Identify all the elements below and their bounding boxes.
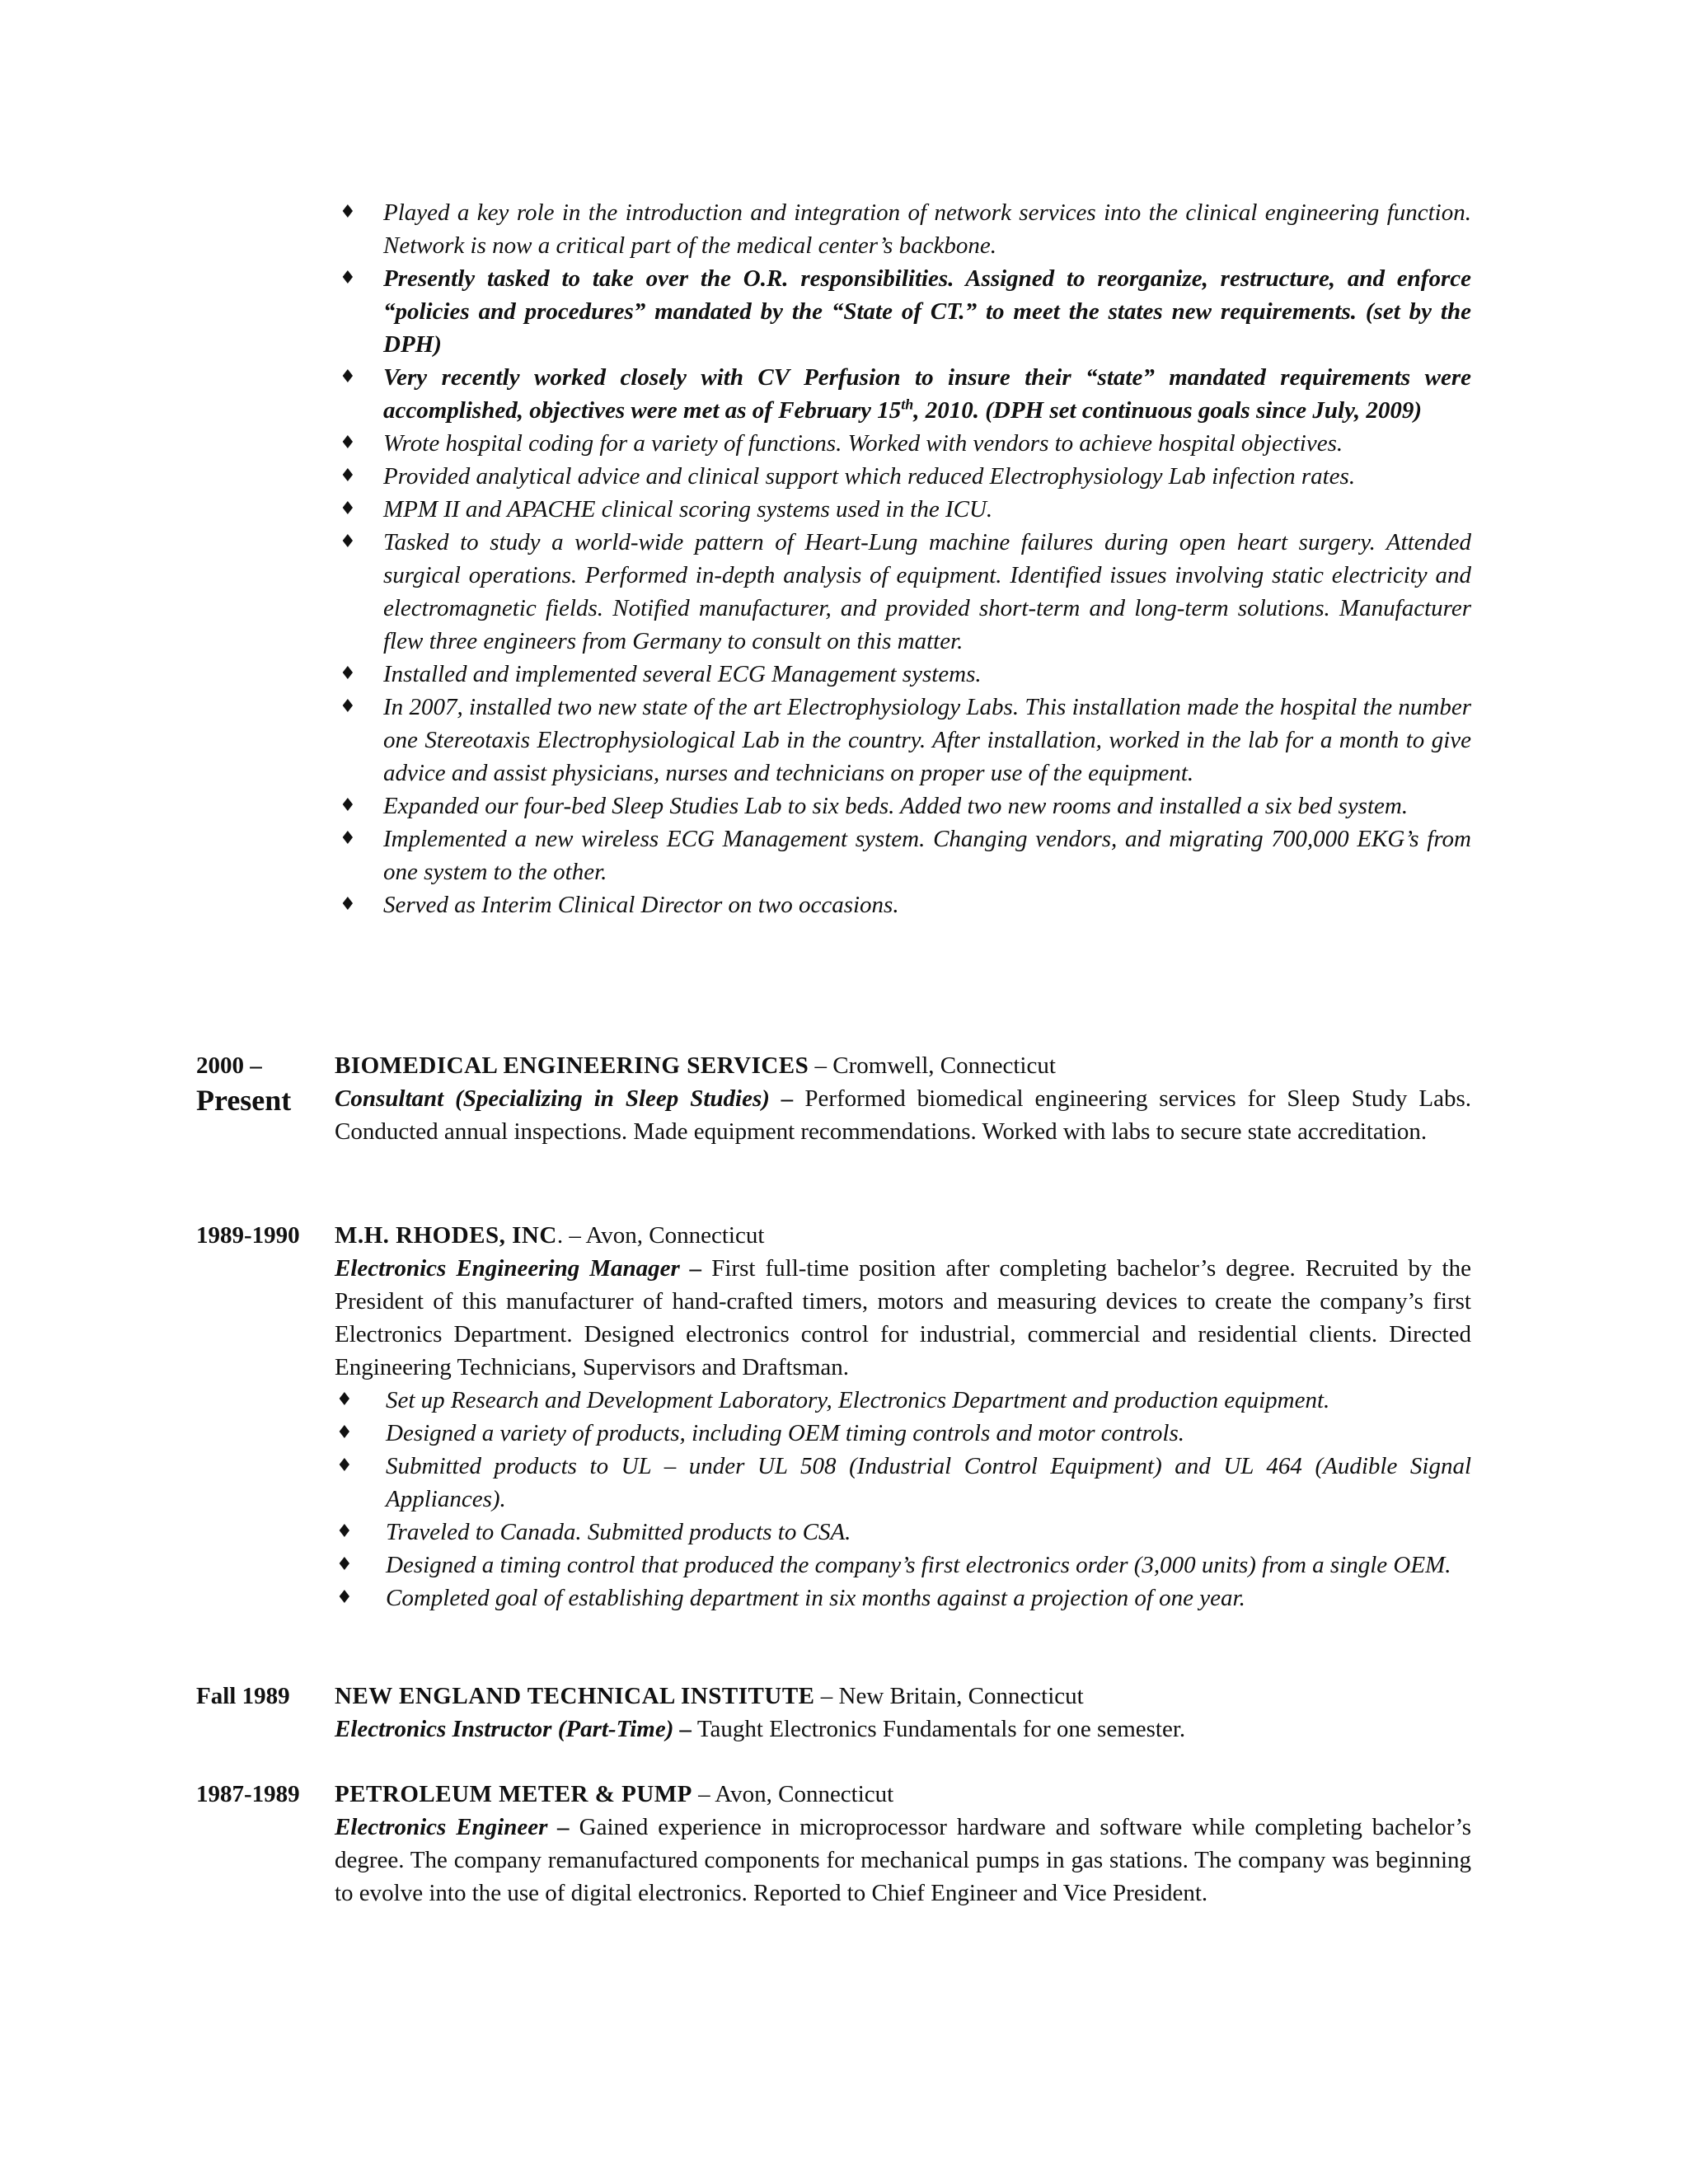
company-location: – Avon, Connecticut [692, 1781, 894, 1807]
list-item: ♦ Designed a variety of products, including OEM timing controls and motor controls. [335, 1417, 1471, 1450]
diamond-bullet-icon: ♦ [336, 1390, 353, 1410]
list-item: ♦ Expanded our four-bed Sleep Studies Lab to six beds. Added two new rooms and installed a six bed system. [338, 790, 1471, 823]
job-description: Consultant (Specializing in Sleep Studies) – Performed biomedical engineering services for Sleep Study Labs. Conducted annual inspections. Made equipment recommendations. Worked with labs to secure state accreditation. [335, 1085, 1471, 1145]
diamond-bullet-icon: ♦ [336, 1455, 353, 1476]
diamond-bullet-icon: ♦ [336, 1422, 353, 1443]
diamond-bullet-icon: ♦ [340, 367, 356, 387]
job-body [335, 1219, 1471, 1384]
company-name: PETROLEUM METER & PUMP [335, 1781, 692, 1807]
company-name: NEW ENGLAND TECHNICAL INSTITUTE [335, 1683, 815, 1709]
job-heading [335, 1680, 1471, 1713]
job-description: Electronics Engineering Manager – First full-time position after completing bachelor’s degree. Recruited by the President of this manufacturer of hand-crafted timers, motors and measuring devices to create the company’s first Electronics Department. Designed electronics control for industrial, commercial and residential clients. Directed Engineering Technicians, Supervisors and Draftsman. [335, 1255, 1471, 1380]
job-body [335, 1778, 1471, 1910]
company-location: . – Avon, Connecticut [556, 1222, 765, 1249]
diamond-bullet-icon: ♦ [340, 532, 356, 552]
job-title: Electronics Engineering Manager – [335, 1255, 702, 1282]
diamond-bullet-icon: ♦ [336, 1521, 353, 1542]
list-item: ♦ Played a key role in the introduction and integration of network services into the clinical engineering function. Network is now a critical part of the medical center’s backbone. [338, 196, 1471, 262]
diamond-bullet-icon: ♦ [336, 1554, 353, 1575]
list-item: ♦ Completed goal of establishing department in six months against a projection of one year. [335, 1582, 1471, 1615]
job-title: Electronics Engineer – [335, 1814, 570, 1840]
list-item: ♦ Very recently worked closely with CV Perfusion to insure their “state” mandated requirements were accomplished, objectives were met as of February 15th, 2010. (DPH set continuous goals since July, 2009) [338, 361, 1471, 427]
diamond-bullet-icon: ♦ [340, 663, 356, 684]
job-dates: Fall 1989 [196, 1683, 290, 1709]
diamond-bullet-icon: ♦ [340, 696, 356, 717]
job-description: Electronics Instructor (Part-Time) – Taught Electronics Fundamentals for one semester. [335, 1716, 1186, 1742]
list-item: ♦ Set up Research and Development Laboratory, Electronics Department and production equipment. [335, 1384, 1471, 1417]
list-item: ♦ Wrote hospital coding for a variety of functions. Worked with vendors to achieve hospital objectives. [338, 427, 1471, 460]
list-item: ♦ Tasked to study a world-wide pattern of Heart-Lung machine failures during open heart surgery. Attended surgical operations. Performed in-depth analysis of equipment. Identified issues involving static electricity and electromagnetic fields. Notified manufacturer, and provided short-term and long-term solutions. Manufacturer flew three engineers from Germany to consult on this matter. [338, 526, 1471, 658]
list-item: ♦ Served as Interim Clinical Director on two occasions. [338, 888, 1471, 921]
diamond-bullet-icon: ♦ [340, 202, 356, 223]
job-new-england-technical-institute [196, 1680, 1471, 1746]
list-item: ♦ Installed and implemented several ECG Management systems. [338, 658, 1471, 691]
diamond-bullet-icon: ♦ [340, 433, 356, 453]
list-item: ♦ Implemented a new wireless ECG Management system. Changing vendors, and migrating 700,000 EKG’s from one system to the other. [338, 823, 1471, 888]
diamond-bullet-icon: ♦ [336, 1587, 353, 1608]
job-biomedical-engineering-services [196, 1049, 1471, 1148]
job-dates: 1987-1989 [196, 1781, 300, 1807]
company-name: BIOMEDICAL ENGINEERING SERVICES [335, 1052, 809, 1079]
job-heading [335, 1778, 1471, 1811]
job-title: Electronics Instructor (Part-Time) – [335, 1716, 692, 1742]
job-dates: 1989-1990 [196, 1222, 300, 1249]
list-item: ♦ Traveled to Canada. Submitted products to CSA. [335, 1516, 1471, 1549]
achievements-list [338, 196, 1471, 921]
diamond-bullet-icon: ♦ [340, 268, 356, 288]
job-mh-rhodes [196, 1219, 1471, 1615]
list-item: ♦ Submitted products to UL – under UL 508 (Industrial Control Equipment) and UL 464 (Audible Signal Appliances). [335, 1450, 1471, 1516]
list-item: ♦ Provided analytical advice and clinical support which reduced Electrophysiology Lab infection rates. [338, 460, 1471, 493]
job-heading [335, 1049, 1471, 1082]
list-item: ♦ MPM II and APACHE clinical scoring systems used in the ICU. [338, 493, 1471, 526]
diamond-bullet-icon: ♦ [340, 894, 356, 915]
job-bullets [335, 1384, 1471, 1615]
job-title: Consultant (Specializing in Sleep Studies) – [335, 1085, 794, 1112]
company-location: – New Britain, Connecticut [814, 1683, 1084, 1709]
company-name: M.H. RHODES, INC [335, 1222, 557, 1249]
job-body [335, 1680, 1471, 1746]
diamond-bullet-icon: ♦ [340, 466, 356, 486]
job-body [335, 1049, 1471, 1148]
job-heading [335, 1219, 1471, 1252]
list-item: ♦ In 2007, installed two new state of the art Electrophysiology Labs. This installation made the hospital the number one Stereotaxis Electrophysiological Lab in the country. After installation, worked in the lab for a month to give advice and assist physicians, nurses and technicians on proper use of the equipment. [338, 691, 1471, 790]
diamond-bullet-icon: ♦ [340, 828, 356, 849]
list-item: ♦ Presently tasked to take over the O.R. responsibilities. Assigned to reorganize, restructure, and enforce “policies and procedures” mandated by the “State of CT.” to meet the states new requirements. (set by the DPH) [338, 262, 1471, 361]
job-petroleum-meter-pump [196, 1778, 1471, 1910]
diamond-bullet-icon: ♦ [340, 795, 356, 816]
job-description: Electronics Engineer – Gained experience in microprocessor hardware and software while completing bachelor’s degree. The company remanufactured components for mechanical pumps in gas stations. The company was beginning to evolve into the use of digital electronics. Reported to Chief Engineer and Vice President. [335, 1814, 1471, 1906]
diamond-bullet-icon: ♦ [340, 499, 356, 519]
job-dates: 2000 – Present [196, 1052, 292, 1117]
company-location: – Cromwell, Connecticut [809, 1052, 1056, 1079]
list-item: ♦ Designed a timing control that produced the company’s first electronics order (3,000 units) from a single OEM. [335, 1549, 1471, 1582]
